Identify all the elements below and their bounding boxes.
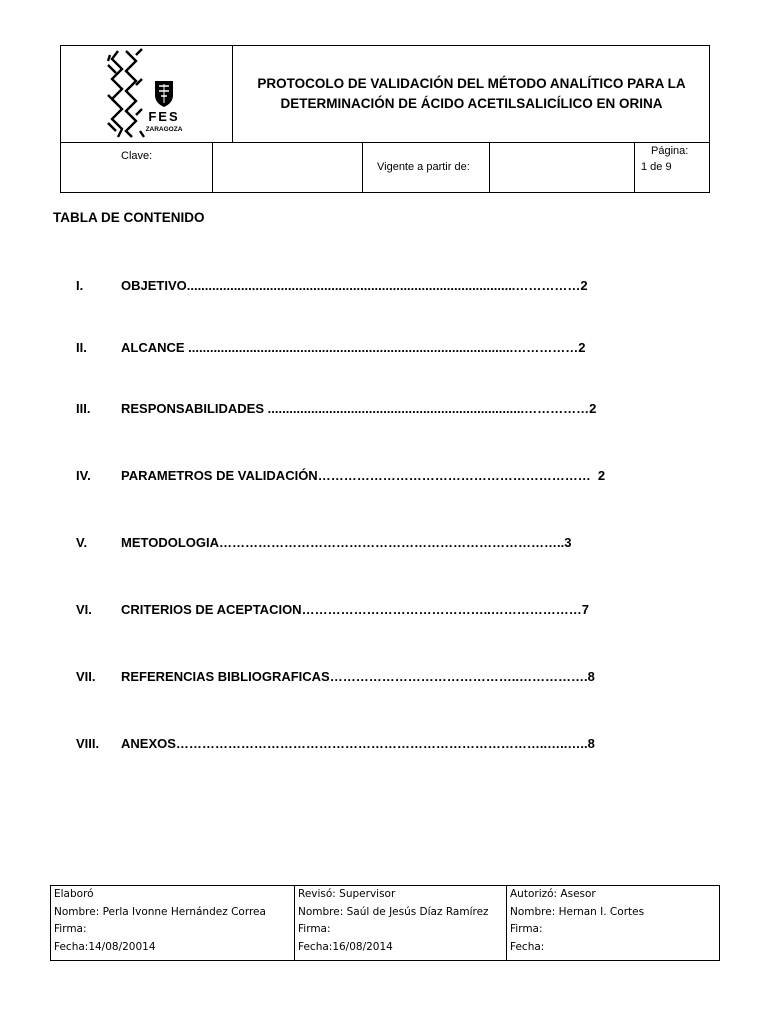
toc-item xyxy=(0,736,768,754)
signature-column-elaboro xyxy=(51,886,295,960)
signature-name: Nombre: Perla Ivonne Hernández Correa xyxy=(54,905,266,918)
signature-name: Nombre: Hernan I. Cortes xyxy=(510,905,645,918)
document-title xyxy=(233,45,710,143)
signature-firma: Firma: xyxy=(54,923,87,935)
toc-item-text: ALCANCE ..........................................................................................……………2 xyxy=(121,340,586,355)
divider xyxy=(634,143,635,192)
divider xyxy=(489,143,490,192)
pagina-label: Página: xyxy=(651,145,689,157)
signature-firma: Firma: xyxy=(298,923,331,935)
pagina-value: 1 de 9 xyxy=(641,161,672,173)
toc-item-number: VIII. xyxy=(76,736,100,751)
toc-item-number: III. xyxy=(76,401,91,416)
signature-column-autorizo xyxy=(507,886,719,960)
toc-item-text: REFERENCIAS BIBLIOGRAFICAS……………………………………..…………….8 xyxy=(121,669,595,684)
toc-item-text: PARAMETROS DE VALIDACIÓN……………………………………………………… 2 xyxy=(121,468,606,483)
toc-item-text: METODOLOGIA……………………………………………………………………..3 xyxy=(121,535,572,550)
toc-item xyxy=(0,340,768,358)
toc-item xyxy=(0,278,768,296)
signature-date: Fecha:14/08/20014 xyxy=(54,940,156,953)
toc-item-text: CRITERIOS DE ACEPTACION……………………………………..…………………7 xyxy=(121,602,590,617)
toc-item xyxy=(0,401,768,419)
logo-zaragoza-text: ZARAGOZA xyxy=(145,126,183,133)
toc-item-text: RESPONSABILIDADES .......................................................................……………2 xyxy=(121,401,597,416)
signature-table xyxy=(50,885,720,961)
signature-column-reviso xyxy=(295,886,507,960)
toc-item-number: I. xyxy=(76,278,84,293)
toc-title: TABLA DE CONTENIDO xyxy=(53,210,205,225)
signature-firma: Firma: xyxy=(510,923,543,935)
toc-item-number: II. xyxy=(76,340,87,355)
signature-role: Elaboró xyxy=(54,888,94,900)
toc-item xyxy=(0,535,768,553)
vigente-label: Vigente a partir de: xyxy=(377,161,470,173)
signature-role: Revisó: Supervisor xyxy=(298,888,396,900)
toc-item xyxy=(0,669,768,687)
header-info-row xyxy=(60,142,710,193)
signature-date: Fecha:16/08/2014 xyxy=(298,940,393,953)
toc-item xyxy=(0,602,768,620)
title-line-2: DETERMINACIÓN DE ÁCIDO ACETILSALICÍLICO EN ORINA xyxy=(280,96,663,111)
toc-item xyxy=(0,468,768,486)
divider xyxy=(212,143,213,192)
toc-item-text: ANEXOS…………………………………………………………………………..…..…..8 xyxy=(121,736,595,751)
toc-item-number: VI. xyxy=(76,602,92,617)
toc-item-number: VII. xyxy=(76,669,96,684)
toc-item-text: OBJETIVO...........................................................................................……………2 xyxy=(121,278,588,293)
signature-name: Nombre: Saúl de Jesús Díaz Ramírez xyxy=(298,905,489,918)
divider xyxy=(362,143,363,192)
fes-zaragoza-logo xyxy=(60,45,233,143)
logo-fes-text: FES xyxy=(148,109,180,124)
signature-date: Fecha: xyxy=(510,940,545,953)
toc-item-number: IV. xyxy=(76,468,91,483)
title-line-1: PROTOCOLO DE VALIDACIÓN DEL MÉTODO ANALÍTICO PARA LA xyxy=(257,76,686,91)
clave-label: Clave: xyxy=(121,150,153,162)
toc-item-number: V. xyxy=(76,535,88,550)
signature-role: Autorizó: Asesor xyxy=(510,888,596,900)
logo-cell xyxy=(60,45,233,143)
